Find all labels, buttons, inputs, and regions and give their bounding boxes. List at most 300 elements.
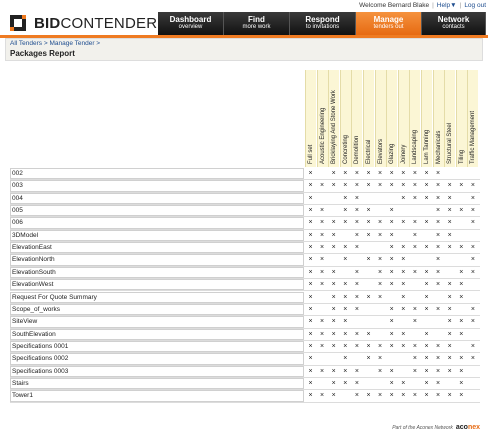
- page-title: Packages Report: [10, 49, 75, 58]
- package-mark-cell: ×: [343, 219, 348, 227]
- row-label: Request For Quote Summary: [12, 293, 97, 301]
- package-mark-cell: [363, 367, 374, 377]
- package-mark-cell: [456, 218, 467, 228]
- table-row: [10, 267, 480, 279]
- package-mark-cell: ×: [343, 330, 348, 338]
- row-label: 004: [12, 194, 23, 202]
- package-mark-cell: ×: [354, 330, 359, 338]
- top-user-bar: [359, 0, 486, 10]
- logout-link[interactable]: Log out: [464, 1, 486, 9]
- package-mark-cell: ×: [343, 342, 348, 350]
- package-mark-cell: ×: [436, 379, 441, 387]
- separator: |: [459, 1, 462, 9]
- package-mark-cell: [456, 231, 467, 241]
- table-row: [10, 390, 480, 402]
- package-mark-cell: ×: [331, 231, 336, 239]
- package-mark-cell: ×: [412, 219, 417, 227]
- package-mark-cell: [351, 255, 362, 265]
- package-mark-cell: ×: [308, 170, 313, 177]
- package-mark-cell: [363, 317, 374, 327]
- package-mark-cell: ×: [459, 379, 464, 387]
- package-mark-cell: ×: [378, 342, 383, 350]
- package-mark-cell: ×: [424, 244, 429, 252]
- nav-tab-dashboard[interactable]: Dashboard overview: [158, 12, 224, 35]
- package-mark-cell: ×: [308, 330, 313, 338]
- package-mark-cell: ×: [412, 367, 417, 375]
- package-mark-cell: ×: [447, 219, 452, 227]
- package-mark-cell: ×: [354, 194, 359, 202]
- package-mark-cell: ×: [470, 182, 475, 190]
- table-row: [10, 168, 480, 180]
- package-mark-cell: ×: [389, 182, 394, 190]
- column-header: Landscaping: [409, 70, 420, 167]
- package-mark-cell: [467, 169, 478, 179]
- package-mark-cell: ×: [320, 318, 325, 326]
- package-mark-cell: ×: [470, 256, 475, 264]
- table-row: [10, 316, 480, 328]
- package-mark-cell: ×: [436, 207, 441, 215]
- package-mark-cell: [444, 379, 455, 389]
- column-header: Bricklaying And Stone Work: [328, 70, 339, 167]
- package-mark-cell: ×: [447, 355, 452, 363]
- column-header: Elevators: [375, 70, 386, 167]
- package-mark-cell: ×: [320, 367, 325, 375]
- package-mark-cell: ×: [436, 392, 441, 400]
- package-mark-cell: ×: [343, 379, 348, 387]
- package-mark-cell: ×: [378, 281, 383, 289]
- nav-tab-network[interactable]: Network contacts: [422, 12, 486, 35]
- package-mark-cell: ×: [436, 342, 441, 350]
- package-mark-cell: ×: [389, 219, 394, 227]
- row-label: ElevationEast: [12, 244, 52, 252]
- package-mark-cell: ×: [459, 182, 464, 190]
- package-mark-cell: ×: [389, 231, 394, 239]
- package-mark-cell: ×: [308, 293, 313, 301]
- package-mark-cell: [398, 206, 409, 216]
- package-mark-cell: ×: [366, 231, 371, 239]
- package-mark-cell: ×: [436, 268, 441, 276]
- table-row: [10, 193, 480, 205]
- row-label: Tower1: [12, 392, 33, 400]
- package-mark-cell: ×: [436, 170, 441, 177]
- package-mark-cell: ×: [459, 293, 464, 301]
- bidcontender-logo[interactable]: [10, 15, 157, 31]
- package-mark-cell: ×: [412, 268, 417, 276]
- package-mark-cell: ×: [308, 182, 313, 190]
- package-mark-cell: ×: [308, 194, 313, 202]
- package-mark-cell: [386, 354, 397, 364]
- package-mark-cell: ×: [401, 392, 406, 400]
- package-mark-cell: ×: [331, 318, 336, 326]
- package-mark-cell: [363, 305, 374, 315]
- package-mark-cell: ×: [436, 244, 441, 252]
- package-mark-cell: [340, 268, 351, 278]
- package-mark-cell: ×: [447, 207, 452, 215]
- package-mark-cell: ×: [331, 342, 336, 350]
- package-mark-cell: ×: [389, 318, 394, 326]
- package-mark-cell: ×: [389, 330, 394, 338]
- table-row: [10, 353, 480, 365]
- package-mark-cell: ×: [354, 244, 359, 252]
- package-mark-cell: ×: [436, 219, 441, 227]
- package-mark-cell: ×: [331, 244, 336, 252]
- package-mark-cell: ×: [320, 268, 325, 276]
- package-mark-cell: ×: [320, 342, 325, 350]
- package-mark-cell: [467, 391, 478, 401]
- package-mark-cell: [421, 206, 432, 216]
- package-mark-cell: ×: [447, 305, 452, 313]
- package-mark-cell: ×: [378, 268, 383, 276]
- package-mark-cell: [375, 305, 386, 315]
- package-mark-cell: [456, 169, 467, 179]
- package-mark-cell: ×: [366, 342, 371, 350]
- package-mark-cell: [421, 317, 432, 327]
- package-mark-cell: ×: [331, 379, 336, 387]
- package-mark-cell: ×: [354, 219, 359, 227]
- package-mark-cell: ×: [412, 392, 417, 400]
- row-label: ElevationSouth: [12, 268, 56, 276]
- package-mark-cell: [433, 317, 444, 327]
- row-label-cell: [10, 353, 304, 364]
- package-mark-cell: [386, 194, 397, 204]
- page-header: [5, 38, 483, 61]
- package-mark-cell: ×: [424, 182, 429, 190]
- package-mark-cell: ×: [308, 318, 313, 326]
- package-mark-cell: [340, 391, 351, 401]
- package-mark-cell: [467, 293, 478, 303]
- row-label-cell: [10, 279, 304, 290]
- column-header: Electrical: [363, 70, 374, 167]
- package-mark-cell: ×: [354, 281, 359, 289]
- package-mark-cell: ×: [320, 281, 325, 289]
- package-mark-cell: ×: [378, 231, 383, 239]
- package-mark-cell: ×: [424, 305, 429, 313]
- package-mark-cell: ×: [389, 268, 394, 276]
- package-mark-cell: [444, 169, 455, 179]
- row-label: Scope_of_works: [12, 305, 61, 313]
- package-mark-cell: ×: [424, 293, 429, 301]
- package-mark-cell: ×: [354, 342, 359, 350]
- package-mark-cell: ×: [401, 342, 406, 350]
- table-row: [10, 217, 480, 229]
- package-mark-cell: [328, 206, 339, 216]
- help-menu-link[interactable]: Help▼: [436, 1, 457, 9]
- package-mark-cell: ×: [378, 170, 383, 177]
- package-mark-cell: [409, 255, 420, 265]
- package-mark-cell: ×: [331, 392, 336, 400]
- package-mark-cell: ×: [470, 219, 475, 227]
- package-mark-cell: [444, 255, 455, 265]
- package-mark-cell: ×: [308, 231, 313, 239]
- package-mark-cell: ×: [366, 330, 371, 338]
- row-label: 3DModel: [12, 231, 39, 239]
- package-mark-cell: ×: [354, 268, 359, 276]
- package-mark-cell: ×: [343, 256, 348, 264]
- package-mark-cell: ×: [320, 231, 325, 239]
- package-mark-cell: ×: [401, 379, 406, 387]
- package-mark-cell: [317, 293, 328, 303]
- package-mark-cell: ×: [378, 293, 383, 301]
- package-mark-cell: [398, 354, 409, 364]
- package-mark-cell: ×: [424, 342, 429, 350]
- row-label-cell: [10, 193, 304, 204]
- package-mark-cell: [456, 194, 467, 204]
- package-mark-cell: [375, 379, 386, 389]
- package-mark-cell: ×: [424, 355, 429, 363]
- table-row: [10, 341, 480, 353]
- package-mark-cell: ×: [331, 281, 336, 289]
- package-mark-cell: ×: [470, 194, 475, 202]
- row-label: SiteView: [12, 318, 38, 326]
- package-mark-cell: ×: [459, 207, 464, 215]
- package-mark-cell: [375, 206, 386, 216]
- package-mark-cell: ×: [470, 268, 475, 276]
- package-mark-cell: ×: [424, 219, 429, 227]
- package-mark-cell: ×: [343, 293, 348, 301]
- package-mark-cell: ×: [389, 244, 394, 252]
- package-mark-cell: ×: [447, 231, 452, 239]
- package-mark-cell: [351, 317, 362, 327]
- package-mark-cell: [467, 367, 478, 377]
- package-mark-cell: ×: [343, 281, 348, 289]
- column-header: Tiling: [456, 70, 467, 167]
- package-mark-cell: [409, 379, 420, 389]
- package-mark-cell: ×: [424, 268, 429, 276]
- package-mark-cell: [409, 330, 420, 340]
- package-mark-cell: ×: [412, 170, 417, 177]
- package-mark-cell: ×: [366, 392, 371, 400]
- package-mark-cell: ×: [447, 293, 452, 301]
- package-mark-cell: ×: [412, 342, 417, 350]
- row-label-cell: [10, 168, 304, 179]
- package-mark-cell: ×: [320, 244, 325, 252]
- package-mark-cell: ×: [424, 379, 429, 387]
- package-mark-cell: ×: [401, 170, 406, 177]
- package-mark-cell: ×: [331, 268, 336, 276]
- package-mark-cell: [456, 342, 467, 352]
- row-label: 005: [12, 207, 23, 215]
- package-mark-cell: ×: [436, 355, 441, 363]
- package-mark-cell: ×: [470, 207, 475, 215]
- package-mark-cell: ×: [412, 182, 417, 190]
- nav-tab-respond[interactable]: Respond to invitations: [290, 12, 356, 35]
- column-header: Concreting: [340, 70, 351, 167]
- package-mark-cell: [317, 379, 328, 389]
- row-label: 006: [12, 219, 23, 227]
- package-mark-cell: ×: [378, 367, 383, 375]
- logo-text: BIDCONTENDER: [34, 14, 158, 32]
- package-mark-cell: ×: [343, 194, 348, 202]
- package-mark-cell: ×: [389, 342, 394, 350]
- package-mark-cell: [375, 194, 386, 204]
- package-mark-cell: [467, 280, 478, 290]
- package-mark-cell: ×: [331, 293, 336, 301]
- table-row: [10, 366, 480, 378]
- package-mark-cell: ×: [366, 182, 371, 190]
- row-label: 002: [12, 170, 23, 177]
- package-mark-cell: ×: [378, 182, 383, 190]
- package-mark-cell: ×: [447, 392, 452, 400]
- package-mark-cell: [398, 231, 409, 241]
- package-mark-cell: ×: [366, 355, 371, 363]
- package-mark-cell: ×: [331, 330, 336, 338]
- package-mark-cell: [444, 268, 455, 278]
- package-mark-cell: [421, 231, 432, 241]
- package-mark-cell: ×: [343, 207, 348, 215]
- package-mark-cell: [328, 354, 339, 364]
- column-header: Glazing: [386, 70, 397, 167]
- column-header: Traffic Management: [467, 70, 478, 167]
- row-label: Stairs: [12, 379, 29, 387]
- package-mark-cell: ×: [354, 379, 359, 387]
- main-nav: [158, 12, 486, 35]
- footer-text: Part of the Aconex Network: [392, 424, 453, 431]
- package-mark-cell: ×: [459, 330, 464, 338]
- package-mark-cell: ×: [424, 330, 429, 338]
- package-mark-cell: ×: [366, 170, 371, 177]
- package-mark-cell: ×: [378, 256, 383, 264]
- package-mark-cell: ×: [354, 293, 359, 301]
- row-label-cell: [10, 217, 304, 228]
- package-mark-cell: [328, 255, 339, 265]
- package-mark-cell: ×: [424, 367, 429, 375]
- package-mark-cell: ×: [343, 318, 348, 326]
- package-mark-cell: [363, 268, 374, 278]
- package-mark-cell: [351, 354, 362, 364]
- package-mark-cell: [398, 367, 409, 377]
- package-mark-cell: ×: [412, 305, 417, 313]
- package-mark-cell: ×: [320, 207, 325, 215]
- package-mark-cell: ×: [470, 318, 475, 326]
- aconex-logo[interactable]: aconex: [455, 424, 480, 431]
- row-label: ElevationWest: [12, 281, 54, 289]
- package-mark-cell: ×: [459, 355, 464, 363]
- package-mark-cell: ×: [378, 355, 383, 363]
- nav-tab-manage[interactable]: Manage tenders out: [356, 12, 422, 35]
- package-mark-cell: ×: [401, 182, 406, 190]
- package-mark-cell: ×: [366, 256, 371, 264]
- package-mark-cell: ×: [308, 355, 313, 363]
- package-mark-cell: ×: [459, 367, 464, 375]
- column-header: Full set: [305, 70, 316, 167]
- package-mark-cell: ×: [424, 392, 429, 400]
- package-mark-cell: [409, 293, 420, 303]
- package-mark-cell: ×: [436, 256, 441, 264]
- separator: |: [432, 1, 434, 9]
- package-mark-cell: ×: [320, 330, 325, 338]
- package-mark-cell: ×: [401, 268, 406, 276]
- package-mark-cell: [421, 255, 432, 265]
- package-mark-cell: ×: [343, 244, 348, 252]
- package-mark-cell: [467, 330, 478, 340]
- package-mark-cell: ×: [343, 355, 348, 363]
- package-mark-cell: ×: [389, 170, 394, 177]
- package-mark-cell: ×: [308, 305, 313, 313]
- package-mark-cell: ×: [447, 342, 452, 350]
- table-row: [10, 279, 480, 291]
- package-mark-cell: ×: [459, 392, 464, 400]
- package-mark-cell: ×: [459, 281, 464, 289]
- package-mark-cell: ×: [343, 367, 348, 375]
- row-label-cell: [10, 205, 304, 216]
- package-mark-cell: [363, 379, 374, 389]
- package-mark-cell: ×: [412, 244, 417, 252]
- column-header: Lam Tanning: [421, 70, 432, 167]
- package-mark-cell: ×: [320, 219, 325, 227]
- package-mark-cell: ×: [459, 318, 464, 326]
- package-mark-cell: ×: [320, 256, 325, 264]
- column-header: Mechanicals: [433, 70, 444, 167]
- package-mark-cell: ×: [447, 182, 452, 190]
- row-label-cell: [10, 254, 304, 265]
- table-row: [10, 254, 480, 266]
- row-label-cell: [10, 230, 304, 241]
- table-row: [10, 378, 480, 390]
- package-mark-cell: [317, 305, 328, 315]
- package-mark-cell: ×: [354, 231, 359, 239]
- nav-tab-find[interactable]: Find more work: [224, 12, 290, 35]
- package-mark-cell: ×: [354, 305, 359, 313]
- package-mark-cell: ×: [308, 342, 313, 350]
- package-mark-cell: ×: [308, 367, 313, 375]
- package-mark-cell: ×: [459, 244, 464, 252]
- package-mark-cell: ×: [401, 281, 406, 289]
- package-mark-cell: ×: [389, 207, 394, 215]
- package-mark-cell: ×: [308, 379, 313, 387]
- package-mark-cell: ×: [401, 330, 406, 338]
- package-mark-cell: ×: [308, 256, 313, 264]
- package-mark-cell: ×: [331, 367, 336, 375]
- row-label: ElevationNorth: [12, 256, 55, 264]
- package-mark-cell: ×: [320, 392, 325, 400]
- package-mark-cell: ×: [470, 305, 475, 313]
- package-mark-cell: [456, 305, 467, 315]
- row-label-cell: [10, 267, 304, 278]
- package-mark-cell: ×: [424, 170, 429, 177]
- package-mark-cell: ×: [436, 367, 441, 375]
- package-mark-cell: ×: [412, 231, 417, 239]
- row-label-cell: [10, 341, 304, 352]
- package-mark-cell: ×: [354, 170, 359, 177]
- package-mark-cell: ×: [354, 392, 359, 400]
- package-mark-cell: [375, 317, 386, 327]
- package-mark-cell: [317, 194, 328, 204]
- package-mark-cell: [317, 169, 328, 179]
- package-mark-cell: ×: [331, 182, 336, 190]
- package-mark-cell: ×: [389, 305, 394, 313]
- column-header: Demolition: [351, 70, 362, 167]
- package-mark-cell: ×: [378, 392, 383, 400]
- package-mark-cell: [456, 255, 467, 265]
- package-mark-cell: [433, 330, 444, 340]
- package-mark-cell: ×: [331, 219, 336, 227]
- table-row: [10, 292, 480, 304]
- breadcrumb[interactable]: All Tenders > Manage Tender >: [10, 40, 101, 47]
- package-mark-cell: ×: [412, 355, 417, 363]
- package-mark-cell: ×: [412, 318, 417, 326]
- package-mark-cell: ×: [447, 318, 452, 326]
- package-mark-cell: [375, 243, 386, 253]
- package-mark-cell: ×: [436, 182, 441, 190]
- package-mark-cell: ×: [436, 281, 441, 289]
- package-mark-cell: ×: [436, 194, 441, 202]
- package-mark-cell: ×: [436, 305, 441, 313]
- package-mark-cell: ×: [320, 182, 325, 190]
- footer: [392, 424, 480, 431]
- package-mark-cell: ×: [447, 194, 452, 202]
- package-mark-cell: ×: [308, 244, 313, 252]
- package-mark-cell: ×: [308, 219, 313, 227]
